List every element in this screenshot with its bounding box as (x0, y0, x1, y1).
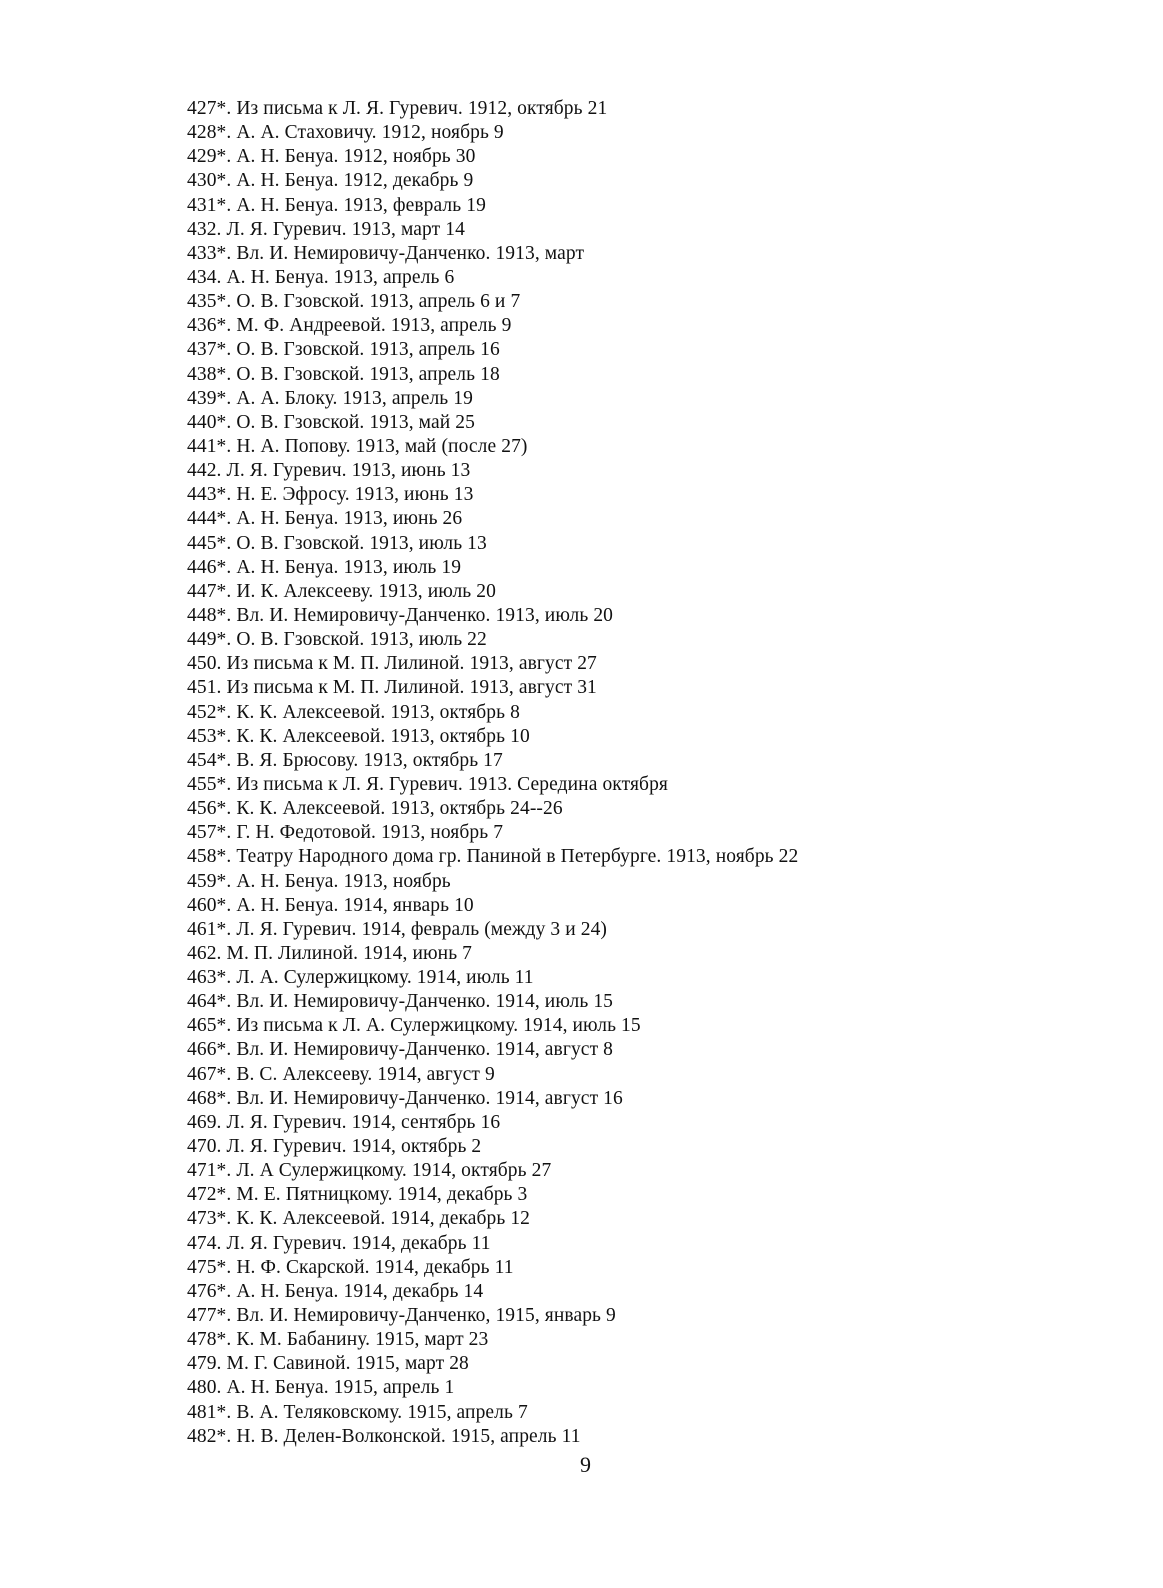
index-entry: 441*. Н. А. Попову. 1913, май (после 27) (187, 435, 528, 457)
index-entry: 466*. Вл. И. Немировичу-Данченко. 1914, август 8 (187, 1039, 614, 1061)
index-entry: 469. Л. Я. Гуревич. 1914, сентябрь 16 (187, 1111, 501, 1133)
index-entry: 427*. Из письма к Л. Я. Гуревич. 1912, октябрь 21 (187, 98, 608, 119)
index-entry: 434. А. Н. Бенуа. 1913, апрель 6 (187, 266, 455, 288)
index-entry: 433*. Вл. И. Немировичу-Данченко. 1913, март (187, 242, 585, 264)
index-entry: 455*. Из письма к Л. Я. Гуревич. 1913. Середина октября (187, 773, 668, 795)
index-entry: 436*. М. Ф. Андреевой. 1913, апрель 9 (187, 315, 512, 337)
page-number: 9 (580, 1452, 591, 1477)
index-entry: 448*. Вл. И. Немировичу-Данченко. 1913, июль 20 (187, 604, 614, 626)
letters-index-list (187, 97, 798, 1449)
index-entry: 444*. А. Н. Бенуа. 1913, июнь 26 (187, 508, 463, 530)
index-entry: 446*. А. Н. Бенуа. 1913, июль 19 (187, 556, 462, 578)
index-entry: 440*. О. В. Гзовской. 1913, май 25 (187, 411, 475, 433)
index-entry: 457*. Г. Н. Федотовой. 1913, ноябрь 7 (187, 822, 504, 844)
index-entry: 438*. О. В. Гзовской. 1913, апрель 18 (187, 363, 500, 385)
index-entry: 461*. Л. Я. Гуревич. 1914, февраль (между 3 и 24) (187, 918, 608, 940)
index-entry: 456*. К. К. Алексеевой. 1913, октябрь 24--26 (187, 798, 563, 820)
index-entry: 452*. К. К. Алексеевой. 1913, октябрь 8 (187, 701, 520, 723)
index-entry: 475*. Н. Ф. Скарской. 1914, декабрь 11 (187, 1256, 514, 1278)
index-entry: 445*. О. В. Гзовской. 1913, июль 13 (187, 532, 487, 554)
index-entry: 430*. А. Н. Бенуа. 1912, декабрь 9 (187, 170, 474, 192)
index-entry: 464*. Вл. И. Немировичу-Данченко. 1914, июль 15 (187, 991, 614, 1013)
index-entry: 470. Л. Я. Гуревич. 1914, октябрь 2 (187, 1136, 482, 1158)
index-entry: 437*. О. В. Гзовской. 1913, апрель 16 (187, 339, 500, 361)
index-entry: 473*. К. К. Алексеевой. 1914, декабрь 12 (187, 1208, 531, 1230)
index-entry: 429*. А. Н. Бенуа. 1912, ноябрь 30 (187, 146, 476, 168)
index-entry: 454*. В. Я. Брюсову. 1913, октябрь 17 (187, 749, 503, 771)
index-entry: 467*. В. С. Алексееву. 1914, август 9 (187, 1063, 495, 1085)
index-entry: 460*. А. Н. Бенуа. 1914, январь 10 (187, 894, 474, 916)
index-entry: 450. Из письма к М. П. Лилиной. 1913, август 27 (187, 653, 597, 675)
index-entry: 451. Из письма к М. П. Лилиной. 1913, август 31 (187, 677, 597, 699)
index-entry: 439*. А. А. Блоку. 1913, апрель 19 (187, 387, 473, 409)
index-entry: 453*. К. К. Алексеевой. 1913, октябрь 10 (187, 725, 530, 747)
index-entry: 480. А. Н. Бенуа. 1915, апрель 1 (187, 1377, 455, 1399)
index-entry: 458*. Театру Народного дома гр. Паниной в Петербурге. 1913, ноябрь 22 (187, 846, 799, 868)
index-entry: 476*. А. Н. Бенуа. 1914, декабрь 14 (187, 1280, 484, 1302)
index-entry: 431*. А. Н. Бенуа. 1913, февраль 19 (187, 194, 486, 216)
index-entry: 443*. Н. Е. Эфросу. 1913, июнь 13 (187, 484, 474, 506)
index-entry: 482*. Н. В. Делен-Волконской. 1915, апрель 11 (187, 1425, 581, 1447)
index-entry: 472*. М. Е. Пятницкому. 1914, декабрь 3 (187, 1184, 528, 1206)
index-entry: 459*. А. Н. Бенуа. 1913, ноябрь (187, 870, 451, 892)
index-entry: 471*. Л. А Сулержицкому. 1914, октябрь 27 (187, 1160, 552, 1182)
index-entry: 447*. И. К. Алексееву. 1913, июль 20 (187, 580, 496, 602)
index-entry: 463*. Л. А. Сулержицкому. 1914, июль 11 (187, 967, 534, 989)
index-entry: 462. М. П. Лилиной. 1914, июнь 7 (187, 942, 473, 964)
index-entry: 432. Л. Я. Гуревич. 1913, март 14 (187, 218, 465, 240)
index-entry: 428*. А. А. Стаховичу. 1912, ноябрь 9 (187, 122, 504, 144)
index-entry: 449*. О. В. Гзовской. 1913, июль 22 (187, 629, 487, 651)
index-entry: 474. Л. Я. Гуревич. 1914, декабрь 11 (187, 1232, 491, 1254)
index-entry: 479. М. Г. Савиной. 1915, март 28 (187, 1353, 469, 1375)
index-entry: 478*. К. М. Бабанину. 1915, март 23 (187, 1329, 489, 1351)
index-entry: 481*. В. А. Теляковскому. 1915, апрель 7 (187, 1401, 528, 1423)
index-entry: 465*. Из письма к Л. А. Сулержицкому. 1914, июль 15 (187, 1015, 641, 1037)
index-entry: 477*. Вл. И. Немировичу-Данченко, 1915, январь 9 (187, 1305, 616, 1327)
index-entry: 435*. О. В. Гзовской. 1913, апрель 6 и 7 (187, 291, 521, 313)
index-entry: 468*. Вл. И. Немировичу-Данченко. 1914, август 16 (187, 1087, 623, 1109)
index-entry: 442. Л. Я. Гуревич. 1913, июнь 13 (187, 460, 471, 482)
